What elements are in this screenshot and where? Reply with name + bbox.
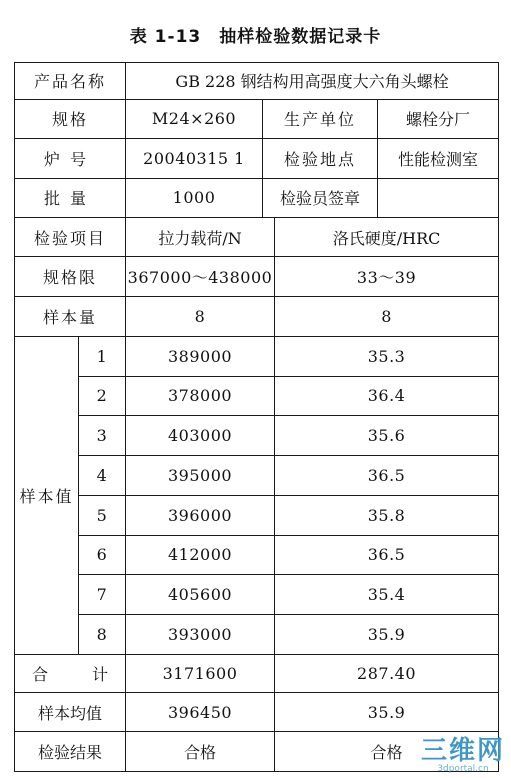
sample-index: 5 <box>79 495 126 535</box>
spec-label: 规格 <box>15 99 126 139</box>
total-label-b: 计 <box>92 665 109 685</box>
watermark-url: 3dportal.cn <box>437 764 489 774</box>
sample-load: 378000 <box>126 376 275 416</box>
row-product <box>15 63 499 100</box>
row-header <box>15 217 499 257</box>
total-load: 3171600 <box>126 654 275 693</box>
sample-index: 2 <box>79 376 126 416</box>
sample-row <box>15 336 499 376</box>
row-sample-size <box>15 297 499 337</box>
watermark-logo-text: 三维网 <box>420 736 505 766</box>
site-value: 性能检测室 <box>378 139 499 179</box>
site-watermark <box>421 738 505 774</box>
mean-hardness: 35.9 <box>275 693 499 732</box>
spec-value: M24×260 <box>126 99 263 139</box>
sample-index: 4 <box>79 456 126 496</box>
sample-load: 396000 <box>126 495 275 535</box>
limits-hardness: 33～39 <box>275 257 499 297</box>
sample-row <box>15 456 499 496</box>
sample-hardness: 35.6 <box>275 416 499 456</box>
mean-label: 样本均值 <box>15 693 126 732</box>
result-load: 合格 <box>126 732 275 772</box>
product-value: GB 228 钢结构用高强度大六角头螺栓 <box>126 63 499 100</box>
sample-row <box>15 575 499 615</box>
sample-hardness: 35.9 <box>275 615 499 655</box>
total-label-a: 合 <box>31 665 48 685</box>
sample-index: 1 <box>79 336 126 376</box>
row-spec <box>15 99 499 139</box>
sample-size-load: 8 <box>126 297 275 337</box>
furnace-value: 20040315 1 <box>126 139 263 179</box>
sample-hardness: 35.8 <box>275 495 499 535</box>
sample-row <box>15 615 499 655</box>
sample-row <box>15 495 499 535</box>
sample-hardness: 36.4 <box>275 376 499 416</box>
limits-load: 367000～438000 <box>126 257 275 297</box>
maker-label: 生产单位 <box>263 99 378 139</box>
batch-label: 批量 <box>15 178 126 217</box>
sample-index: 3 <box>79 416 126 456</box>
result-hardness: 合格 <box>275 732 499 772</box>
row-furnace <box>15 139 499 179</box>
sample-load: 403000 <box>126 416 275 456</box>
load-header: 拉力载荷/N <box>126 217 275 257</box>
inspector-label: 检验员签章 <box>263 178 378 217</box>
sample-index: 8 <box>79 615 126 655</box>
limits-label: 规格限 <box>15 257 126 297</box>
sample-load: 405600 <box>126 575 275 615</box>
sample-hardness: 35.3 <box>275 336 499 376</box>
sample-row <box>15 535 499 575</box>
sample-row <box>15 416 499 456</box>
total-hardness: 287.40 <box>275 654 499 693</box>
sample-load: 395000 <box>126 456 275 496</box>
sample-hardness: 35.4 <box>275 575 499 615</box>
sample-hardness: 36.5 <box>275 535 499 575</box>
row-batch <box>15 178 499 217</box>
row-total <box>15 654 499 693</box>
samples-label: 样本值 <box>15 336 79 654</box>
sample-load: 412000 <box>126 535 275 575</box>
sample-index: 7 <box>79 575 126 615</box>
product-label: 产品名称 <box>15 63 126 100</box>
row-limits <box>15 257 499 297</box>
inspector-value <box>378 178 499 217</box>
sample-load: 389000 <box>126 336 275 376</box>
sample-size-hardness: 8 <box>275 297 499 337</box>
item-label: 检验项目 <box>15 217 126 257</box>
site-label: 检验地点 <box>263 139 378 179</box>
total-label <box>15 654 126 693</box>
hardness-header: 洛氏硬度/HRC <box>275 217 499 257</box>
sample-load: 393000 <box>126 615 275 655</box>
sample-row <box>15 376 499 416</box>
inspection-record-table <box>14 62 499 772</box>
sample-size-label: 样本量 <box>15 297 126 337</box>
sample-hardness: 36.5 <box>275 456 499 496</box>
sample-index: 6 <box>79 535 126 575</box>
row-mean <box>15 693 499 732</box>
table-title: 表 1-13 抽样检验数据记录卡 <box>129 27 382 47</box>
result-label: 检验结果 <box>15 732 126 772</box>
furnace-label: 炉号 <box>15 139 126 179</box>
maker-value: 螺栓分厂 <box>378 99 499 139</box>
batch-value: 1000 <box>126 178 263 217</box>
mean-load: 396450 <box>126 693 275 732</box>
